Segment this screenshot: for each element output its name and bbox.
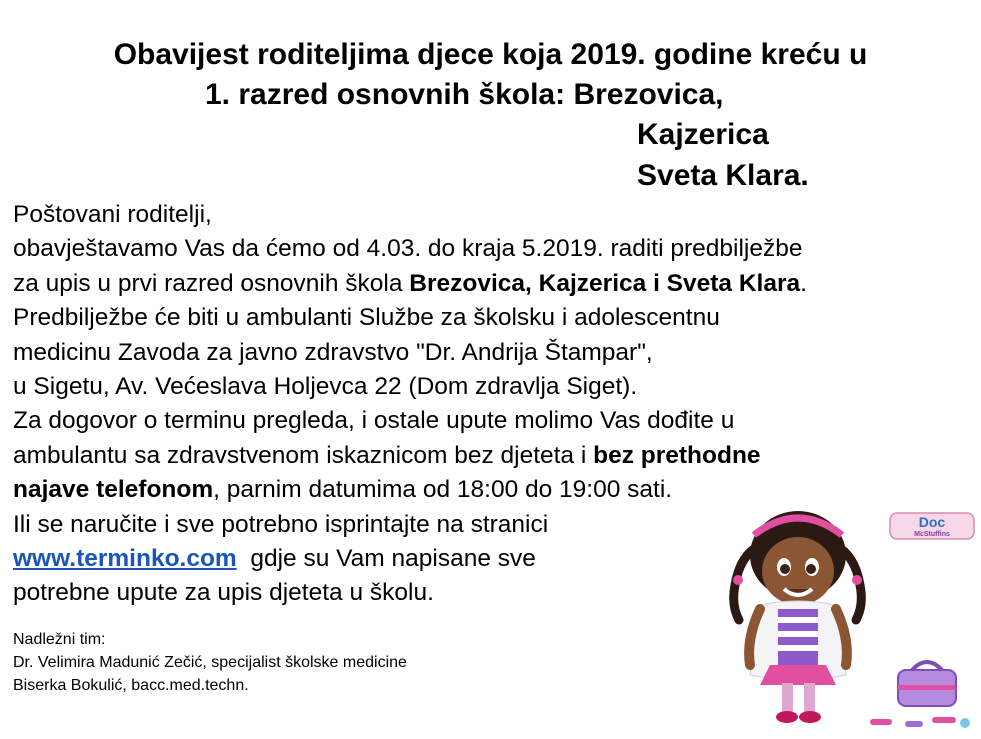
paragraph-line: u Sigetu, Av. Većeslava Holjevca 22 (Dom zdravlja Siget). bbox=[13, 373, 638, 401]
title-line-3: Kajzerica bbox=[637, 118, 769, 151]
text-span: . bbox=[800, 269, 807, 297]
signature-block bbox=[13, 628, 407, 697]
signature-label: Nadležni tim: bbox=[13, 631, 106, 648]
text-span: za upis u prvi razred osnovnih škola bbox=[13, 269, 410, 297]
text-span: gdje su Vam napisane sve bbox=[236, 545, 536, 573]
paragraph-line: potrebne upute za upis djeteta u školu. bbox=[13, 579, 434, 607]
text-span: , parnim datumima od 18:00 do 19:00 sati. bbox=[213, 476, 673, 504]
paragraph-line bbox=[13, 267, 981, 301]
signature-line: Biserka Bokulić, bacc.med.techn. bbox=[13, 677, 249, 694]
paragraph-line: medicinu Zavoda za javno zdravstvo "Dr. Andrija Štampar", bbox=[13, 338, 653, 366]
signature-line: Dr. Velimira Madunić Zečić, specijalist školske medicine bbox=[13, 654, 407, 671]
terminko-link[interactable]: www.terminko.com bbox=[13, 545, 237, 573]
text-span: ambulantu sa zdravstvenom iskaznicom bez djeteta i bbox=[13, 441, 594, 469]
logo-text: Doc bbox=[918, 514, 946, 530]
paragraph-line bbox=[13, 473, 981, 507]
logo-text: McStuffins bbox=[914, 531, 950, 538]
doll-illustration bbox=[720, 505, 980, 739]
title-line-1: Obavijest roditeljima djece koja 2019. godine kreću u bbox=[113, 38, 868, 71]
bold-text: bez prethodne bbox=[593, 441, 761, 469]
paragraph-line: obavještavamo Vas da ćemo od 4.03. do kraja 5.2019. raditi predbilježbe bbox=[13, 235, 803, 263]
paragraph-line bbox=[13, 439, 981, 473]
title-line-4: Sveta Klara. bbox=[637, 159, 809, 192]
paragraph-line: Ili se naručite i sve potrebno isprintajte na stranici bbox=[13, 510, 549, 538]
school-names: Brezovica, Kajzerica i Sveta Klara bbox=[409, 269, 801, 297]
paragraph-line: Za dogovor o terminu pregleda, i ostale upute molimo Vas dođite u bbox=[13, 407, 735, 435]
greeting: Poštovani roditelji, bbox=[13, 201, 212, 228]
bold-text: najave telefonom bbox=[13, 476, 214, 504]
paragraph-line: Predbilježbe će biti u ambulanti Službe za školsku i adolescentnu bbox=[13, 304, 720, 332]
title-line-2: 1. razred osnovnih škola: Brezovica, bbox=[205, 78, 724, 111]
